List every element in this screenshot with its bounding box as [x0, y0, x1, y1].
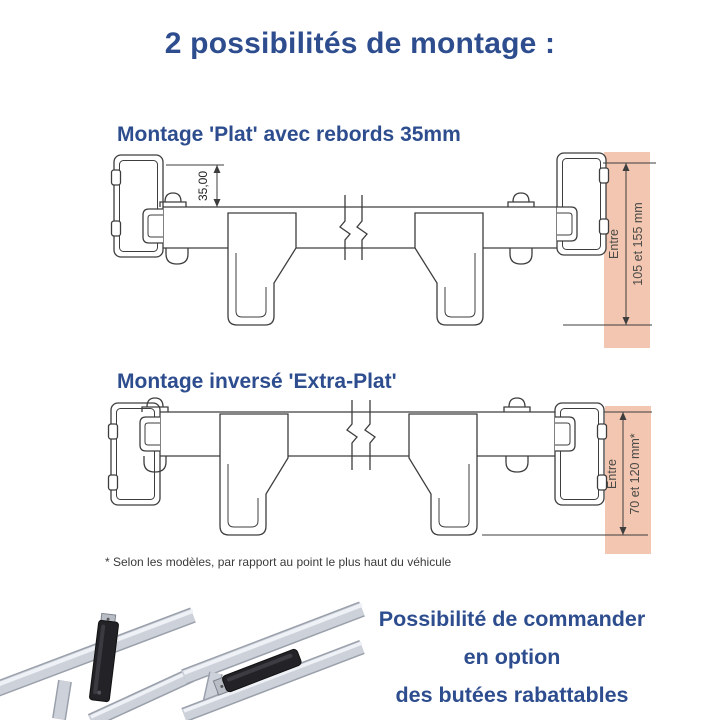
option-text	[352, 600, 672, 714]
range-value-label: 70 et 120 mm*	[628, 433, 642, 515]
diagram-montage-extra-plat	[92, 392, 660, 560]
crossbar	[160, 412, 555, 456]
rail-profile-right	[557, 153, 609, 255]
rail-profile-left	[109, 403, 161, 505]
dimension-35mm-label: 35,00	[196, 170, 210, 202]
option-text-line1: Possibilité de commander	[378, 607, 646, 631]
range-prefix-label: Entre	[607, 229, 621, 259]
break-symbol	[347, 400, 375, 470]
section-heading-plat: Montage 'Plat' avec rebords 35mm	[117, 123, 461, 146]
hook-bracket-right	[415, 213, 483, 325]
break-symbol	[340, 195, 367, 260]
crossbar	[163, 207, 557, 248]
dimension-35mm	[166, 165, 224, 207]
hook-bracket-right	[409, 414, 477, 535]
diagram-montage-plat	[100, 146, 668, 352]
photo-butee-rabattue	[192, 599, 354, 717]
page-title: 2 possibilités de montage :	[164, 27, 556, 60]
range-prefix-label: Entre	[605, 459, 619, 489]
rail-profile-left	[112, 155, 164, 257]
option-text-line3: des butées rabattables	[395, 683, 629, 707]
range-value-label: 105 et 155 mm	[631, 202, 645, 286]
section-heading-extra-plat: Montage inversé 'Extra-Plat'	[117, 370, 397, 393]
photo-butee-deployee	[5, 599, 185, 717]
footnote: * Selon les modèles, par rapport au point le plus haut du véhicule	[105, 555, 452, 569]
option-text-line2: en option	[463, 645, 561, 669]
hook-bracket-left	[220, 414, 288, 535]
rail-profile-right	[555, 403, 607, 505]
hook-bracket-left	[228, 213, 296, 325]
